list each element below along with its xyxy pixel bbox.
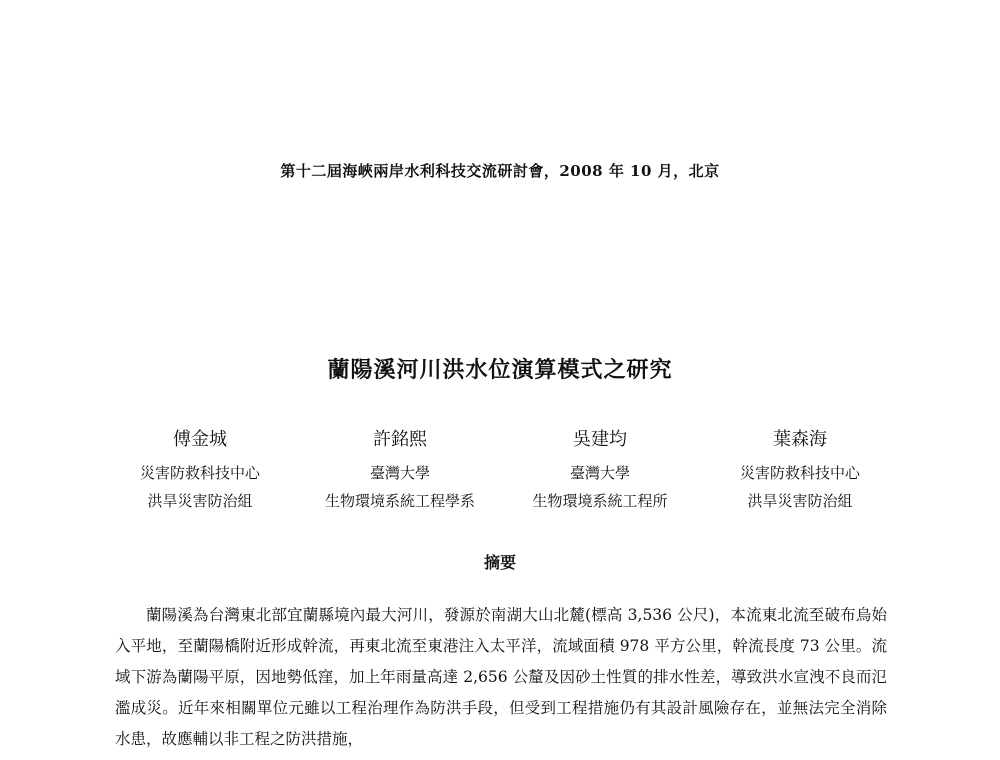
author-department: 洪旱災害防治組 bbox=[747, 492, 853, 510]
author-name: 吳建均 bbox=[573, 429, 627, 450]
author-block bbox=[100, 425, 300, 515]
paper-title: 蘭陽溪河川洪水位演算模式之研究 bbox=[327, 357, 673, 383]
author-block bbox=[300, 425, 500, 515]
abstract-heading: 摘要 bbox=[483, 553, 516, 572]
author-affiliation: 災害防救科技中心 bbox=[139, 464, 260, 482]
author-block bbox=[700, 425, 900, 515]
author-affiliation: 臺灣大學 bbox=[569, 464, 630, 482]
author-name: 葉森海 bbox=[773, 429, 827, 450]
author-list bbox=[100, 425, 900, 515]
author-affiliation: 災害防救科技中心 bbox=[739, 464, 860, 482]
author-department: 生物環境系統工程學系 bbox=[324, 492, 475, 510]
author-name: 傅金城 bbox=[173, 429, 227, 450]
author-block bbox=[500, 425, 700, 515]
abstract-body: 蘭陽溪為台灣東北部宜蘭縣境內最大河川，發源於南湖大山北麓(標高 3,536 公尺)，本流東北流至破布烏始入平地，至蘭陽橋附近形成幹流，再東北流至東港注入太平洋，流域面積 978 平方公里，幹流長度 73 公里。流域下游為蘭陽平原，因地勢低窪，加上年雨量高達 2,656 公釐及因砂土性質的排水性差，導致洪水宣洩不良而氾濫成災。近年來相關單位元雖以工程治理作為防洪手段，但受到工程措施仍有其設計風險存在，並無法完全消除水患，故應輔以非工程之防洪措施， bbox=[115, 606, 887, 748]
author-name: 許銘熙 bbox=[373, 429, 427, 450]
conference-header: 第十二屆海峽兩岸水利科技交流研討會，2008 年 10 月，北京 bbox=[280, 162, 720, 180]
author-department: 洪旱災害防治組 bbox=[147, 492, 253, 510]
author-department: 生物環境系統工程所 bbox=[532, 492, 668, 510]
author-affiliation: 臺灣大學 bbox=[369, 464, 430, 482]
